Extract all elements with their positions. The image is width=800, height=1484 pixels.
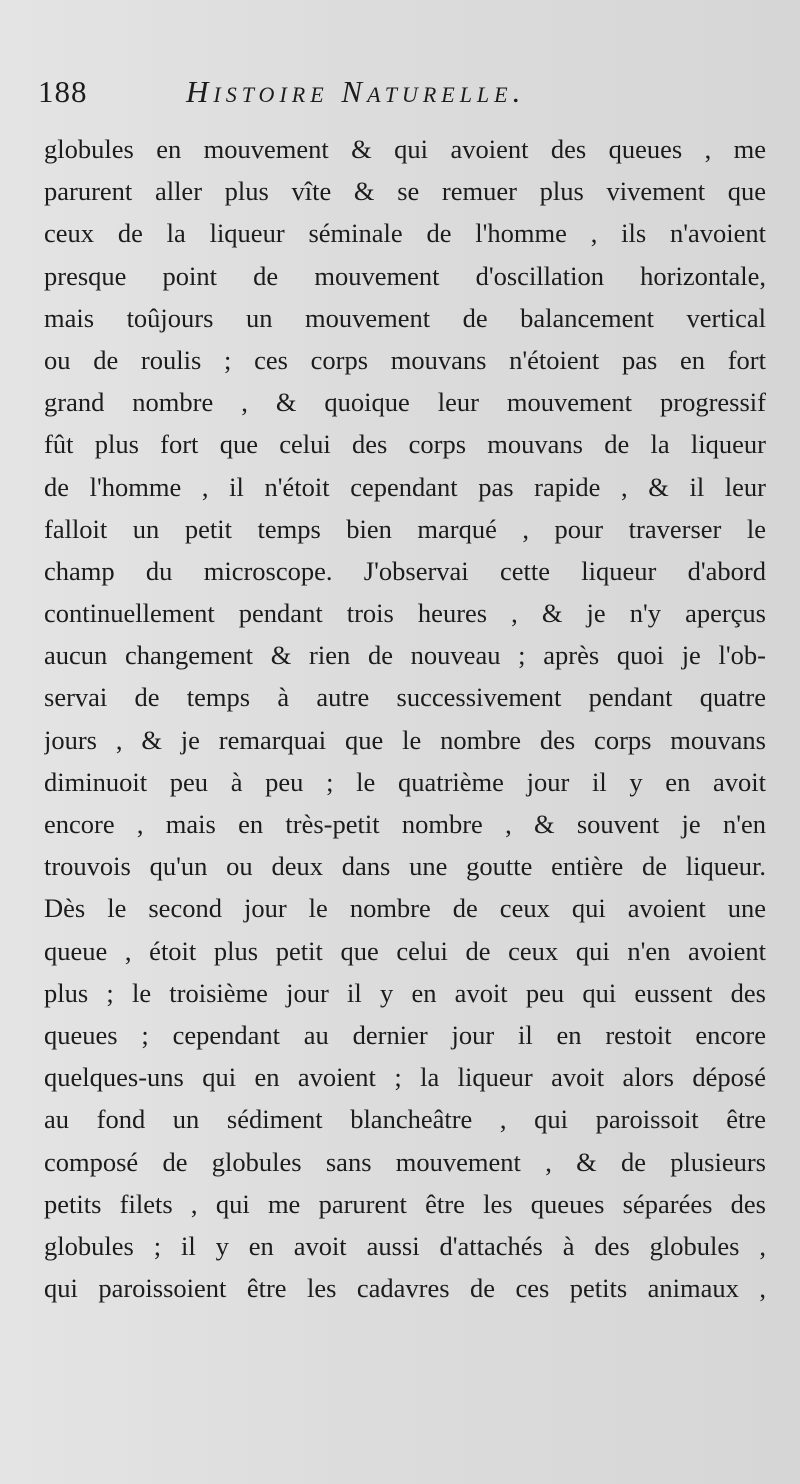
text-line: ceux de la liqueur séminale de l'homme , ils n'avoient [44,218,766,249]
text-line: quelques-uns qui en avoient ; la liqueur avoit alors déposé [44,1062,766,1093]
text-line: jours , & je remarquai que le nombre des corps mouvans [44,724,766,755]
text-line: mais toûjours un mouvement de balancement vertical [44,302,766,333]
text-line: grand nombre , & quoique leur mouvement progressif [44,387,766,418]
text-line: servai de temps à autre successivement pendant quatre [44,682,766,713]
text-line: au fond un sédiment blancheâtre , qui paroissoit être [44,1104,766,1135]
text-line: aucun changement & rien de nouveau ; après quoi je l'ob- [44,640,766,671]
text-line: fût plus fort que celui des corps mouvans de la liqueur [44,429,766,460]
text-line: qui paroissoient être les cadavres de ces petits animaux , [44,1273,766,1304]
text-line: petits filets , qui me parurent être les queues séparées des [44,1188,766,1219]
text-line: queues ; cependant au dernier jour il en restoit encore [44,1019,766,1050]
page-number: 188 [38,74,88,109]
text-line: de l'homme , il n'étoit cependant pas rapide , & il leur [44,471,766,502]
text-line: parurent aller plus vîte & se remuer plus vivement que [44,176,766,207]
text-line: composé de globules sans mouvement , & de plusieurs [44,1146,766,1177]
running-head [30,74,770,124]
text-line: trouvois qu'un ou deux dans une goutte entière de liqueur. [44,851,766,882]
text-line: Dès le second jour le nombre de ceux qui avoient une [44,893,766,924]
body-text [44,128,766,1309]
text-line: ou de roulis ; ces corps mouvans n'étoient pas en fort [44,344,766,375]
text-line: globules ; il y en avoit aussi d'attachés à des globules , [44,1230,766,1261]
text-line: queue , étoit plus petit que celui de ceux qui n'en avoient [44,935,766,966]
text-line: diminuoit peu à peu ; le quatrième jour il y en avoit [44,766,766,797]
text-line: continuellement pendant trois heures , & je n'y aperçus [44,598,766,629]
text-line: falloit un petit temps bien marqué , pour traverser le [44,513,766,544]
text-line: plus ; le troisième jour il y en avoit peu qui eussent des [44,977,766,1008]
running-title: Histoire Naturelle. [186,74,526,109]
text-line: presque point de mouvement d'oscillation horizontale, [44,260,766,291]
text-line: encore , mais en très-petit nombre , & souvent je n'en [44,809,766,839]
text-line: globules en mouvement & qui avoient des queues , me [44,134,766,164]
text-line: champ du microscope. J'observai cette liqueur d'abord [44,555,766,586]
